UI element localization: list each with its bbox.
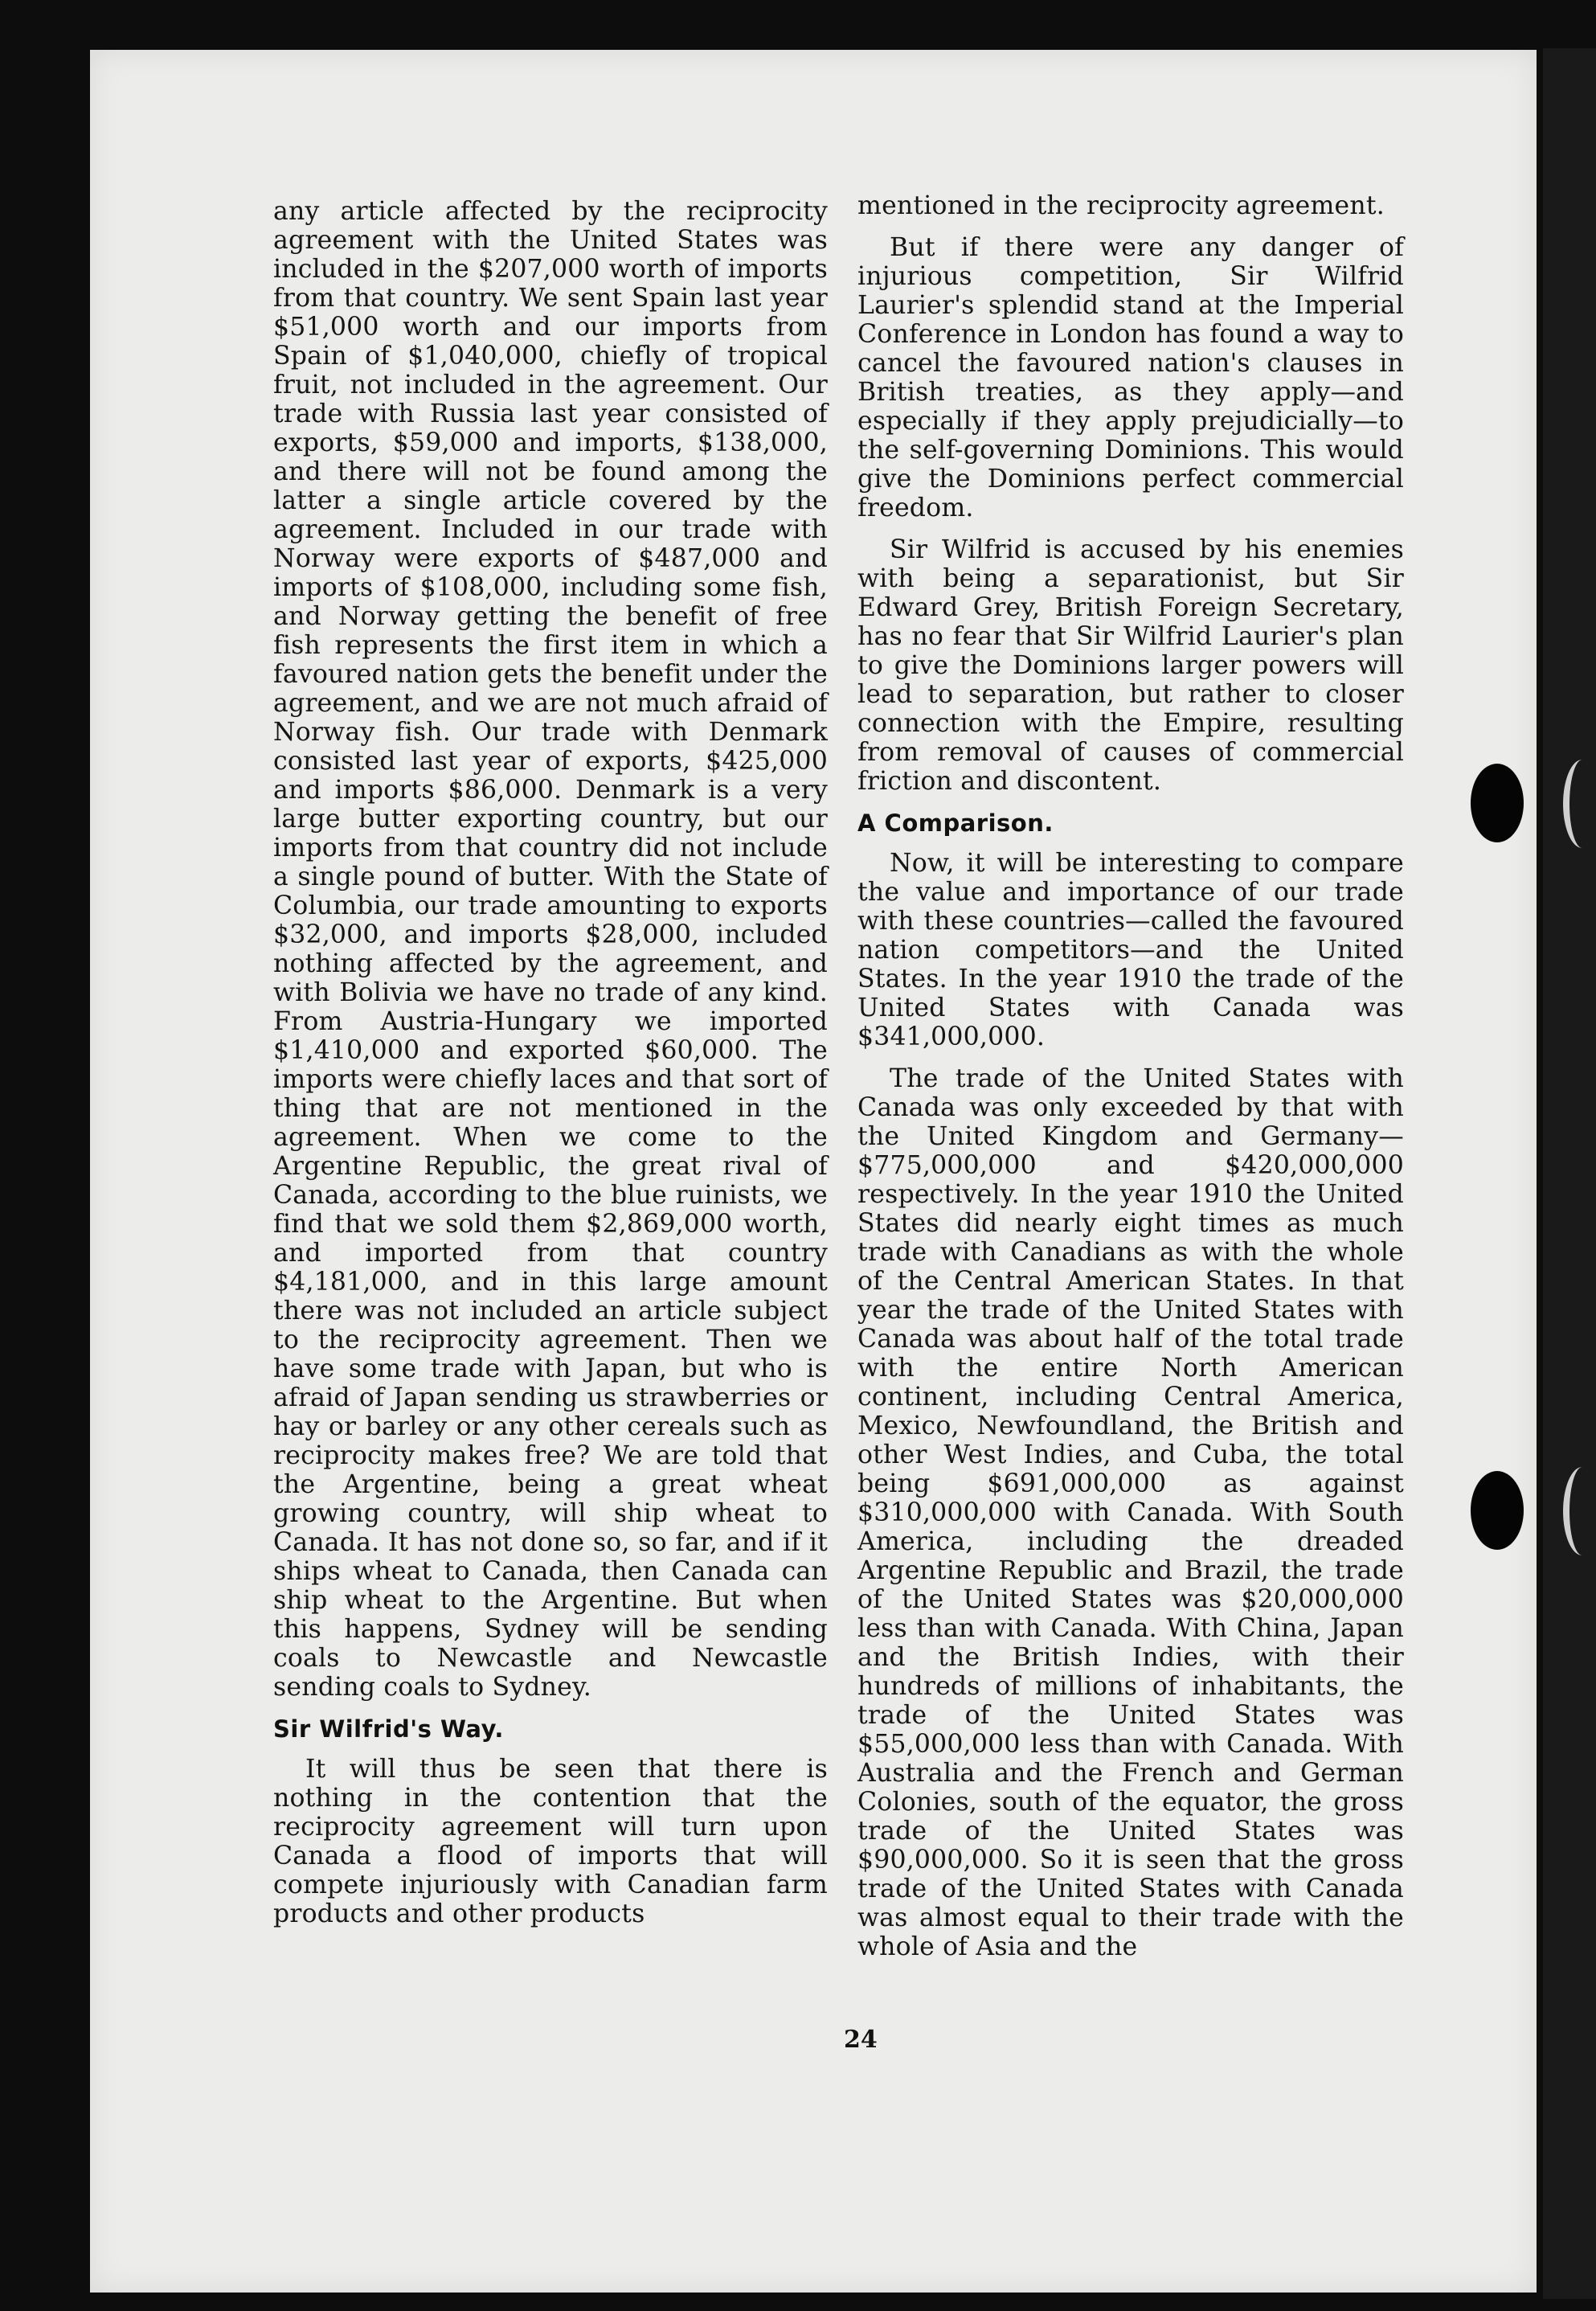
binding-hole-bottom: [1471, 1471, 1524, 1550]
scan-edge: [1543, 48, 1596, 2299]
right-column: [857, 191, 1404, 1974]
left-paragraph-2: It will thus be seen that there is nothing in the contention that the reciprocity agreement will turn upon Canada a flood of imports that will compete injuriously with Canadian farm products and other products: [273, 1755, 828, 1928]
binding-ring-bottom: [1563, 1467, 1596, 1555]
right-paragraph-5: The trade of the United States with Canada was only exceeded by that with the United Kingdom and Germany—$775,000,000 and $420,000,000 respectively. In the year 1910 the United States did nearly eight times as much trade with Canadians as with the whole of the Central American States. In that year the trade of the United States with Canada was about half of the total trade with the entire North American continent, including Central America, Mexico, Newfoundland, the British and other West Indies, and Cuba, the total being $691,000,000 as against $310,000,000 with Canada. With South America, including the dreaded Argentine Republic and Brazil, the trade of the United States was $20,000,000 less than with Canada. With China, Japan and the British Indies, with their hundreds of millions of inhabitants, the trade of the United States was $55,000,000 less than with Canada. With Australia and the French and German Colonies, south of the equator, the gross trade of the United States was $90,000,000. So it is seen that the gross trade of the United States with Canada was almost equal to their trade with the whole of Asia and the: [857, 1064, 1404, 1961]
right-paragraph-3: Sir Wilfrid is accused by his enemies with being a separationist, but Sir Edward Grey, British Foreign Secretary, has no fear that Sir Wilfrid Laurier's plan to give the Dominions larger powers will lead to separation, but rather to closer connection with the Empire, resulting from removal of causes of commercial friction and discontent.: [857, 535, 1404, 796]
binding-ring-top: [1563, 760, 1596, 848]
section-heading-sir-wilfrids-way: Sir Wilfrid's Way.: [273, 1715, 504, 1743]
page-number: 24: [844, 2026, 878, 2054]
section-heading-a-comparison: A Comparison.: [857, 809, 1054, 837]
binding-hole-top: [1471, 764, 1524, 842]
right-paragraph-1: mentioned in the reciprocity agreement.: [857, 191, 1385, 220]
left-column: [273, 197, 828, 1941]
left-paragraph-1: any article affected by the reciprocity agreement with the United States was included in the $207,000 worth of imports from that country. We sent Spain last year $51,000 worth and our imports from Spain of $1,040,000, chiefly of tropical fruit, not included in the agreement. Our trade with Russia last year consisted of exports, $59,000 and imports, $138,000, and there will not be found among the latter a single article covered by the agreement. Included in our trade with Norway were exports of $487,000 and imports of $108,000, including some fish, and Norway getting the benefit of free fish represents the first item in which a favoured nation gets the benefit under the agreement, and we are not much afraid of Norway fish. Our trade with Denmark consisted last year of exports, $425,000 and imports $86,000. Denmark is a very large butter exporting country, but our imports from that country did not include a single pound of butter. With the State of Columbia, our trade amounting to exports $32,000, and imports $28,000, included nothing affected by the agreement, and with Bolivia we have no trade of any kind. From Austria-Hungary we imported $1,410,000 and exported $60,000. The imports were chiefly laces and that sort of thing that are not mentioned in the agreement. When we come to the Argentine Republic, the great rival of Canada, according to the blue ruinists, we find that we sold them $2,869,000 worth, and imported from that country $4,181,000, and in this large amount there was not included an article subject to the reciprocity agreement. Then we have some trade with Japan, but who is afraid of Japan sending us strawberries or hay or barley or any other cereals such as reciprocity makes free? We are told that the Argentine, being a great wheat growing country, will ship wheat to Canada. It has not done so, so far, and if it ships wheat to Canada, then Canada can ship wheat to the Argentine. But when this happens, Sydney will be sending coals to Newcastle and Newcastle sending coals to Sydney.: [273, 197, 828, 1702]
right-paragraph-2: But if there were any danger of injurious competition, Sir Wilfrid Laurier's splendid stand at the Imperial Conference in London has found a way to cancel the favoured nation's clauses in British treaties, as they apply—and especially if they apply prejudicially—to the self-governing Dominions. This would give the Dominions perfect commercial freedom.: [857, 233, 1404, 522]
right-paragraph-4: Now, it will be interesting to compare the value and importance of our trade with these countries—called the favoured nation competitors—and the United States. In the year 1910 the trade of the United States with Canada was $341,000,000.: [857, 849, 1404, 1051]
